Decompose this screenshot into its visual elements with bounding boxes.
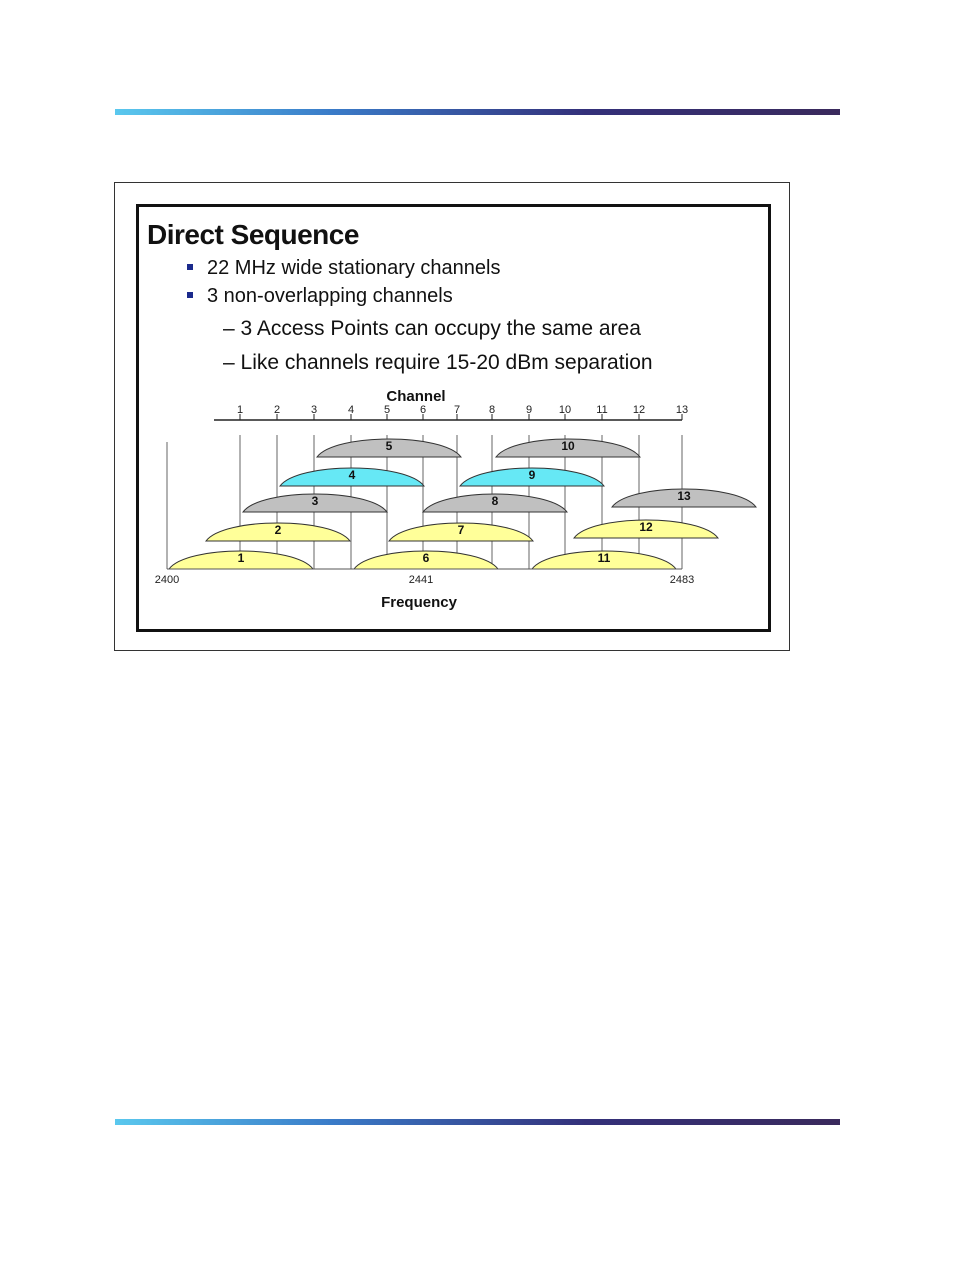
slide-title: Direct Sequence [147, 219, 359, 250]
channel-lobe-label: 8 [491, 494, 499, 508]
channel-tick-label: 10 [558, 404, 572, 416]
channel-axis-label: Channel [386, 388, 446, 405]
channel-tick-label: 6 [419, 404, 427, 416]
frequency-axis-label: Frequency [381, 594, 457, 611]
figure-frame [114, 182, 790, 651]
channel-lobe-label: 12 [639, 520, 653, 534]
channel-lobe-label: 9 [528, 468, 536, 482]
channel-lobe-label: 3 [311, 494, 319, 508]
channel-lobe-label: 13 [677, 489, 691, 503]
channel-tick-label: 8 [488, 404, 496, 416]
channel-tick-label: 11 [596, 404, 608, 416]
channel-tick-label: 4 [347, 404, 355, 416]
bullet-text: 22 MHz wide stationary channels [207, 257, 501, 279]
channel-tick-labels [237, 404, 688, 416]
channel-tick-label: 5 [383, 404, 391, 416]
channel-tick-label: 3 [310, 404, 318, 416]
channel-tick-label: 2 [273, 404, 281, 416]
channel-lobe-label: 2 [274, 523, 282, 537]
frequency-label-mid: 2441 [408, 574, 434, 586]
channel-tick-label: 1 [236, 404, 244, 416]
channel-lobe-label: 1 [237, 551, 245, 565]
sub-bullet-item: – Like channels require 15-20 dBm separation [223, 351, 653, 374]
header-rule [115, 109, 840, 115]
channel-tick-label: 9 [525, 404, 533, 416]
channel-lobe-label: 7 [457, 523, 465, 537]
channel-lobe-label: 11 [597, 551, 611, 565]
channel-tick-label: 12 [632, 404, 646, 416]
channel-lobe-label: 4 [348, 468, 356, 482]
channel-diagram [139, 207, 768, 629]
channel-lobe-label: 10 [561, 439, 575, 453]
channel-lobe-label: 5 [385, 439, 393, 453]
footer-rule [115, 1119, 840, 1125]
sub-bullet-item: – 3 Access Points can occupy the same area [223, 317, 641, 340]
channel-ticks [167, 414, 682, 569]
slide [136, 204, 771, 632]
frequency-label-start: 2400 [154, 574, 180, 586]
frequency-label-end: 2483 [669, 574, 695, 586]
channel-tick-label: 7 [453, 404, 461, 416]
bullet-text: 3 non-overlapping channels [207, 285, 453, 307]
channel-lobe-label: 6 [422, 551, 430, 565]
channel-tick-label: 13 [675, 404, 689, 416]
channel-lobes [169, 439, 756, 569]
